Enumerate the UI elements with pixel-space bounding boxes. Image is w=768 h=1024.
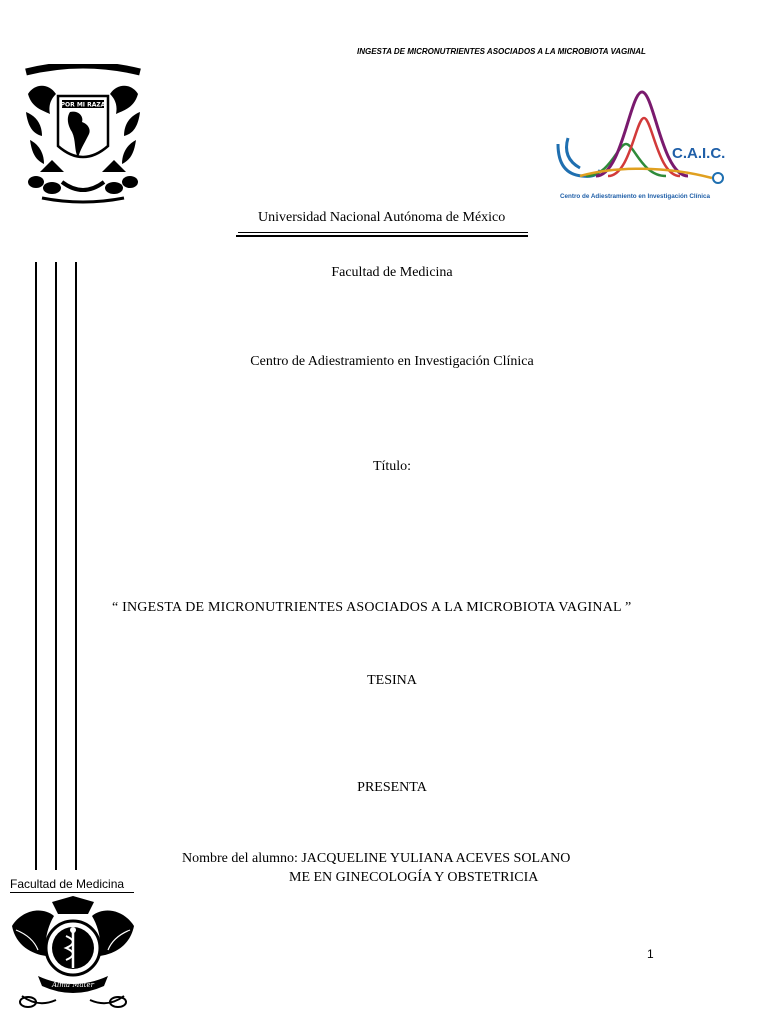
document-type: TESINA [367, 673, 417, 688]
thesis-title: “ INGESTA DE MICRONUTRIENTES ASOCIADOS A LA MICROBIOTA VAGINAL ” [112, 600, 632, 615]
author-specialty: ME EN GINECOLOGÍA Y OBSTETRICIA [289, 870, 539, 885]
caic-logo-icon [556, 88, 728, 204]
university-underline [238, 232, 528, 233]
center-name: Centro de Adiestramiento en Investigación Clínica [250, 354, 534, 369]
running-header-title: INGESTA DE MICRONUTRIENTES ASOCIADOS A LA MICROBIOTA VAGINAL [357, 47, 646, 56]
svg-text:POR MI RAZA: POR MI RAZA [60, 101, 106, 109]
svg-text:Alma Mater: Alma Mater [52, 981, 94, 989]
university-underline-thick [236, 235, 528, 237]
title-label: Título: [372, 459, 412, 474]
unam-seal-icon [22, 64, 144, 204]
author-name: Nombre del alumno: JACQUELINE YULIANA ACEVES SOLANO [182, 851, 571, 866]
faculty-name: Facultad de Medicina [331, 265, 453, 280]
svg-text:C.A.I.C.: C.A.I.C. [672, 145, 726, 162]
svg-text:Centro de Adiestramiento en In: Centro de Adiestramiento en Investigación Clínica [560, 193, 710, 200]
page-number: 1 [647, 947, 654, 961]
university-name: Universidad Nacional Autónoma de México [258, 210, 506, 225]
facultad-medicina-label: Facultad de Medicina [10, 877, 125, 891]
presenta-label: PRESENTA [357, 780, 427, 795]
facultad-medicina-seal-icon [8, 896, 138, 1010]
facultad-medicina-underline [10, 892, 134, 893]
